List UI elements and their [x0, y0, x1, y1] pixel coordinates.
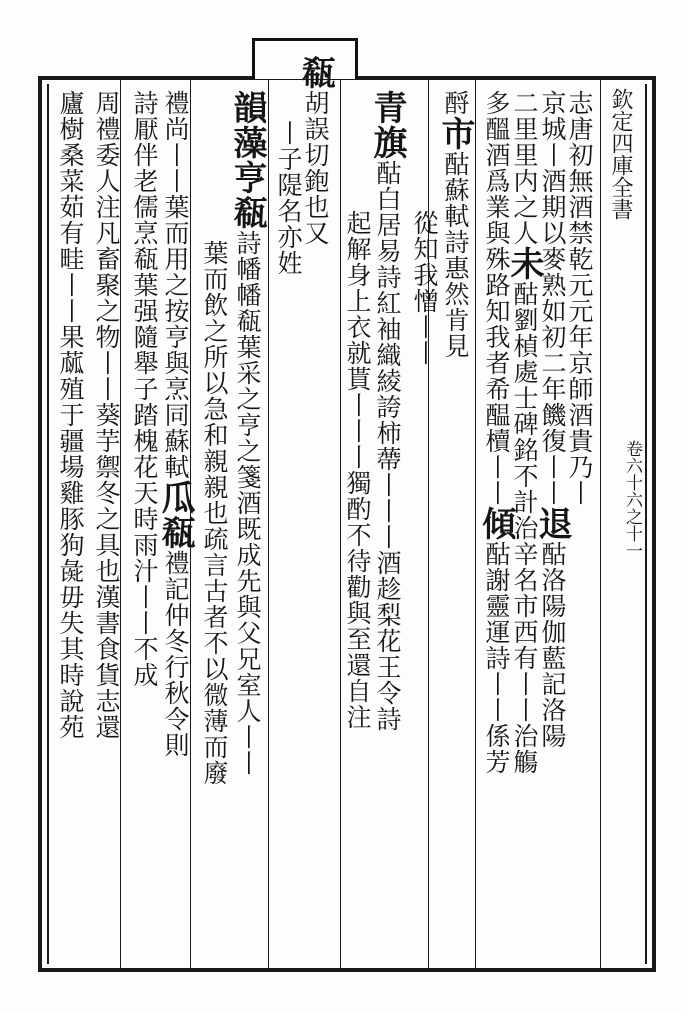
entry-heading: 瓻 [227, 195, 267, 230]
volume-label: 卷六十六之十一 [622, 440, 642, 559]
text-column-15 [92, 90, 121, 740]
text-segment: 京城丨酒期以麥熟如初二年饑復丨丨 [538, 90, 567, 506]
column-rule [600, 80, 601, 968]
text-segment: 與殊路知我者希醖櫝丨丨 [482, 220, 511, 506]
text-column-16 [56, 90, 85, 740]
text-column-14 [130, 90, 159, 688]
text-segment: 劉楨處士碑銘不計治辛名 [510, 307, 539, 593]
entry-heading: 藻 [227, 125, 267, 160]
text-segment: 二里里内之人 [510, 90, 539, 246]
text-segment: 詩幡幡瓻葉采之亨之箋酒既成先與父兄室人丨丨 [233, 230, 262, 776]
text-column-7 [367, 90, 407, 732]
text-column-2 [532, 90, 572, 749]
text-segment: 葉而飲之所以急和親親也疏言古者不以微薄而廢 [200, 240, 229, 786]
text-segment: 謝靈運詩 [482, 567, 511, 671]
entry-heading: 瓜 [155, 480, 195, 515]
text-segment: 廬樹桑菜茹有畦丨丨果蓏殖于疆場雞豚狗彘毋失其時說苑 [56, 90, 85, 740]
entry-heading: 退 [532, 506, 572, 541]
entry-heading: 市 [435, 116, 475, 151]
text-segment: 多醞酒爲業 [482, 90, 511, 220]
text-segment: 詩厭伴老儒烹瓻葉强隨舉子踏槐花 [130, 90, 159, 480]
text-segment: 白居易詩紅袖織綾誇柿蔕丨丨丨酒趁梨花王令詩 [373, 186, 402, 732]
column-rule [340, 80, 341, 968]
text-column-9 [295, 55, 335, 246]
entry-heading: 瓻 [295, 55, 335, 90]
text-segment: 酤 [538, 541, 567, 567]
text-segment: 禮尚丨丨葉而用之按亨與烹同蘇軾 [161, 90, 190, 480]
text-segment: 周禮委人注凡畜聚之物丨丨葵芋禦冬之具也漢書食貨志還 [92, 90, 121, 740]
text-column-5 [435, 90, 475, 359]
entry-heading: 傾 [476, 506, 516, 541]
frame-right [652, 76, 656, 972]
text-segment: 酹 [441, 90, 470, 116]
text-segment: 禮記仲冬行秋令則 [161, 550, 190, 758]
text-column-11 [227, 90, 267, 776]
text-segment: 酤 [441, 151, 470, 177]
text-segment: 從知我憎丨丨 [410, 210, 439, 366]
entry-heading: 瓻 [155, 515, 195, 550]
text-segment: 胡誤切鉋也又 [301, 90, 330, 246]
text-column-12 [200, 240, 229, 786]
text-column-1 [565, 90, 594, 506]
frame-inner-right [645, 84, 647, 964]
entry-heading: 未 [504, 246, 544, 281]
text-segment: 市西有丨丨治觴 [510, 593, 539, 775]
text-column-6 [410, 210, 439, 366]
frame-bottom [38, 968, 656, 972]
text-segment: 酤 [510, 281, 539, 307]
text-column-4 [476, 90, 516, 775]
text-segment: 丨子隄名亦姓 [274, 120, 303, 276]
text-column-8 [343, 210, 372, 730]
book-title: 欽定四庫全書 [608, 88, 633, 220]
column-rule [268, 80, 269, 968]
entry-heading: 亨 [227, 160, 267, 195]
text-column-10 [274, 120, 303, 276]
text-segment: 蘇軾詩惠然肯見 [441, 177, 470, 359]
text-segment: 酤 [373, 160, 402, 186]
frame-left [38, 76, 42, 972]
entry-heading: 旗 [367, 125, 407, 160]
frame-inner-left [47, 84, 49, 964]
text-segment: 洛陽伽藍記洛陽 [538, 567, 567, 749]
text-segment: 丨丨係芳 [482, 671, 511, 775]
text-segment: 起解身上衣就貰丨丨丨獨酌不待勸與至還自注 [343, 210, 372, 730]
text-segment: 天時雨汁丨丨不成 [130, 480, 159, 688]
text-column-13 [155, 90, 195, 758]
entry-heading: 韻 [227, 90, 267, 125]
text-segment: 志唐初無酒禁乾元元年京師酒貴乃丨 [565, 90, 594, 506]
text-column-3 [504, 90, 544, 775]
entry-heading: 青 [367, 90, 407, 125]
text-segment: 酤 [482, 541, 511, 567]
